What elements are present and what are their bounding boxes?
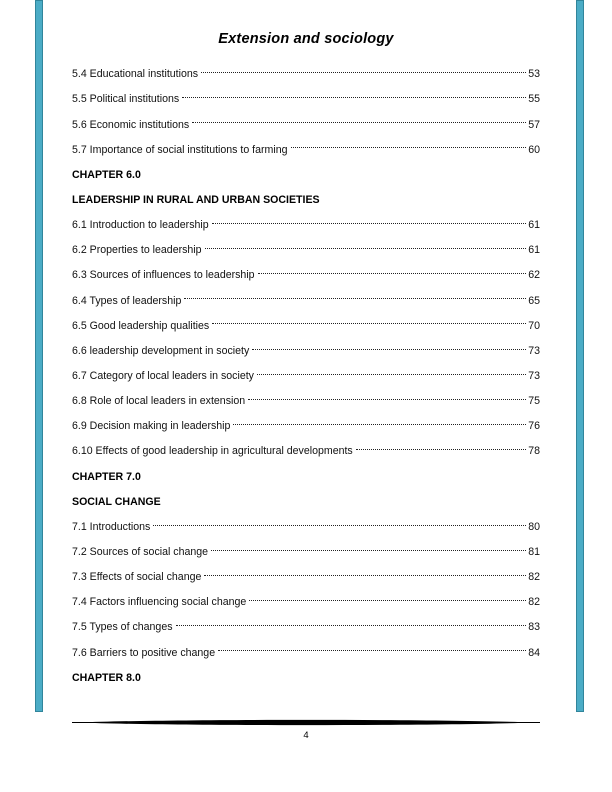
chapter-heading: CHAPTER 8.0 bbox=[72, 671, 141, 684]
toc-entry bbox=[72, 640, 540, 665]
toc-entry-page: 81 bbox=[528, 545, 540, 558]
toc-entry-page: 60 bbox=[528, 143, 540, 156]
page-number: 4 bbox=[303, 730, 309, 741]
toc-entry-label: 6.5 Good leadership qualities bbox=[72, 319, 210, 332]
toc-entry bbox=[72, 540, 540, 565]
toc-entry-page: 61 bbox=[528, 219, 540, 232]
toc-entry bbox=[72, 615, 540, 640]
dot-leader bbox=[212, 223, 527, 224]
left-accent-bar bbox=[35, 0, 43, 712]
chapter-heading: LEADERSHIP IN RURAL AND URBAN SOCIETIES bbox=[72, 193, 320, 206]
right-accent-bar bbox=[576, 0, 584, 712]
dot-leader bbox=[252, 349, 526, 350]
toc-entry bbox=[72, 414, 540, 439]
page-title: Extension and sociology bbox=[218, 31, 394, 47]
footer-divider bbox=[72, 718, 540, 727]
toc-entry-page: 62 bbox=[528, 269, 540, 282]
toc-entry-page: 80 bbox=[528, 520, 540, 533]
dot-leader bbox=[257, 374, 526, 375]
dot-leader bbox=[205, 248, 527, 249]
toc-entry-page: 73 bbox=[528, 344, 540, 357]
toc-entry-page: 55 bbox=[528, 93, 540, 106]
toc-entry-page: 75 bbox=[528, 395, 540, 408]
dot-leader bbox=[182, 97, 526, 98]
toc-entry-label: 6.7 Category of local leaders in society bbox=[72, 369, 254, 382]
toc-entry-label: 7.4 Factors influencing social change bbox=[72, 596, 247, 609]
toc-entry bbox=[72, 62, 540, 87]
dot-leader bbox=[248, 399, 526, 400]
dot-leader bbox=[153, 525, 526, 526]
toc-entry-label: 5.5 Political institutions bbox=[72, 93, 180, 106]
toc-entry-page: 73 bbox=[528, 369, 540, 382]
dot-leader bbox=[218, 650, 526, 651]
toc-entry bbox=[72, 339, 540, 364]
toc-entry-page: 83 bbox=[528, 621, 540, 634]
toc-entry bbox=[72, 238, 540, 263]
toc-entry bbox=[72, 112, 540, 137]
toc-entry-label: 5.4 Educational institutions bbox=[72, 68, 199, 81]
toc-entry-page: 53 bbox=[528, 68, 540, 81]
toc-entry bbox=[72, 288, 540, 313]
toc-entry bbox=[72, 389, 540, 414]
toc-entry bbox=[72, 364, 540, 389]
toc-entry bbox=[72, 137, 540, 162]
dot-leader bbox=[204, 575, 526, 576]
toc-entry bbox=[72, 439, 540, 464]
dot-leader bbox=[212, 323, 526, 324]
toc-entry-page: 57 bbox=[528, 118, 540, 131]
toc-entry-label: 5.7 Importance of social institutions to farming bbox=[72, 143, 288, 156]
toc-entry-label: 7.5 Types of changes bbox=[72, 621, 173, 634]
dot-leader bbox=[249, 600, 526, 601]
chapter-heading: CHAPTER 7.0 bbox=[72, 470, 141, 483]
toc-entry-label: 6.2 Properties to leadership bbox=[72, 244, 202, 257]
dot-leader bbox=[211, 550, 526, 551]
chapter-heading: CHAPTER 6.0 bbox=[72, 168, 141, 181]
dot-leader bbox=[291, 147, 527, 148]
toc-entry-label: 5.6 Economic institutions bbox=[72, 118, 190, 131]
toc-entry-label: 6.10 Effects of good leadership in agricultural developments bbox=[72, 445, 353, 458]
toc-entry-page: 65 bbox=[528, 294, 540, 307]
dot-leader bbox=[258, 273, 527, 274]
toc-entry-page: 70 bbox=[528, 319, 540, 332]
toc-entry-label: 6.9 Decision making in leadership bbox=[72, 420, 231, 433]
dot-leader bbox=[201, 72, 526, 73]
toc-entry bbox=[72, 263, 540, 288]
toc-entry-label: 6.3 Sources of influences to leadership bbox=[72, 269, 255, 282]
toc-entry-label: 7.3 Effects of social change bbox=[72, 571, 202, 584]
toc-entry bbox=[72, 515, 540, 540]
toc-entry-page: 76 bbox=[528, 420, 540, 433]
toc-entry bbox=[72, 213, 540, 238]
dot-leader bbox=[192, 122, 526, 123]
toc-entry-label: 7.6 Barriers to positive change bbox=[72, 646, 216, 659]
toc-entry-label: 6.4 Types of leadership bbox=[72, 294, 182, 307]
toc-entry-page: 82 bbox=[528, 571, 540, 584]
toc-entry-page: 78 bbox=[528, 445, 540, 458]
toc-entry-label: 6.1 Introduction to leadership bbox=[72, 219, 209, 232]
toc-entry-label: 7.1 Introductions bbox=[72, 520, 151, 533]
toc-entry-label: 6.8 Role of local leaders in extension bbox=[72, 395, 246, 408]
toc-entry-page: 84 bbox=[528, 646, 540, 659]
toc-entry bbox=[72, 590, 540, 615]
dot-leader bbox=[233, 424, 526, 425]
chapter-heading: SOCIAL CHANGE bbox=[72, 495, 161, 508]
toc-entry-label: 7.2 Sources of social change bbox=[72, 545, 209, 558]
dot-leader bbox=[356, 449, 526, 450]
toc-entry-label: 6.6 leadership development in society bbox=[72, 344, 250, 357]
toc-entry-page: 82 bbox=[528, 596, 540, 609]
dot-leader bbox=[176, 625, 527, 626]
toc-entry bbox=[72, 313, 540, 338]
dot-leader bbox=[184, 298, 526, 299]
table-of-contents bbox=[72, 62, 540, 691]
toc-entry bbox=[72, 87, 540, 112]
toc-entry bbox=[72, 565, 540, 590]
toc-entry-page: 61 bbox=[528, 244, 540, 257]
